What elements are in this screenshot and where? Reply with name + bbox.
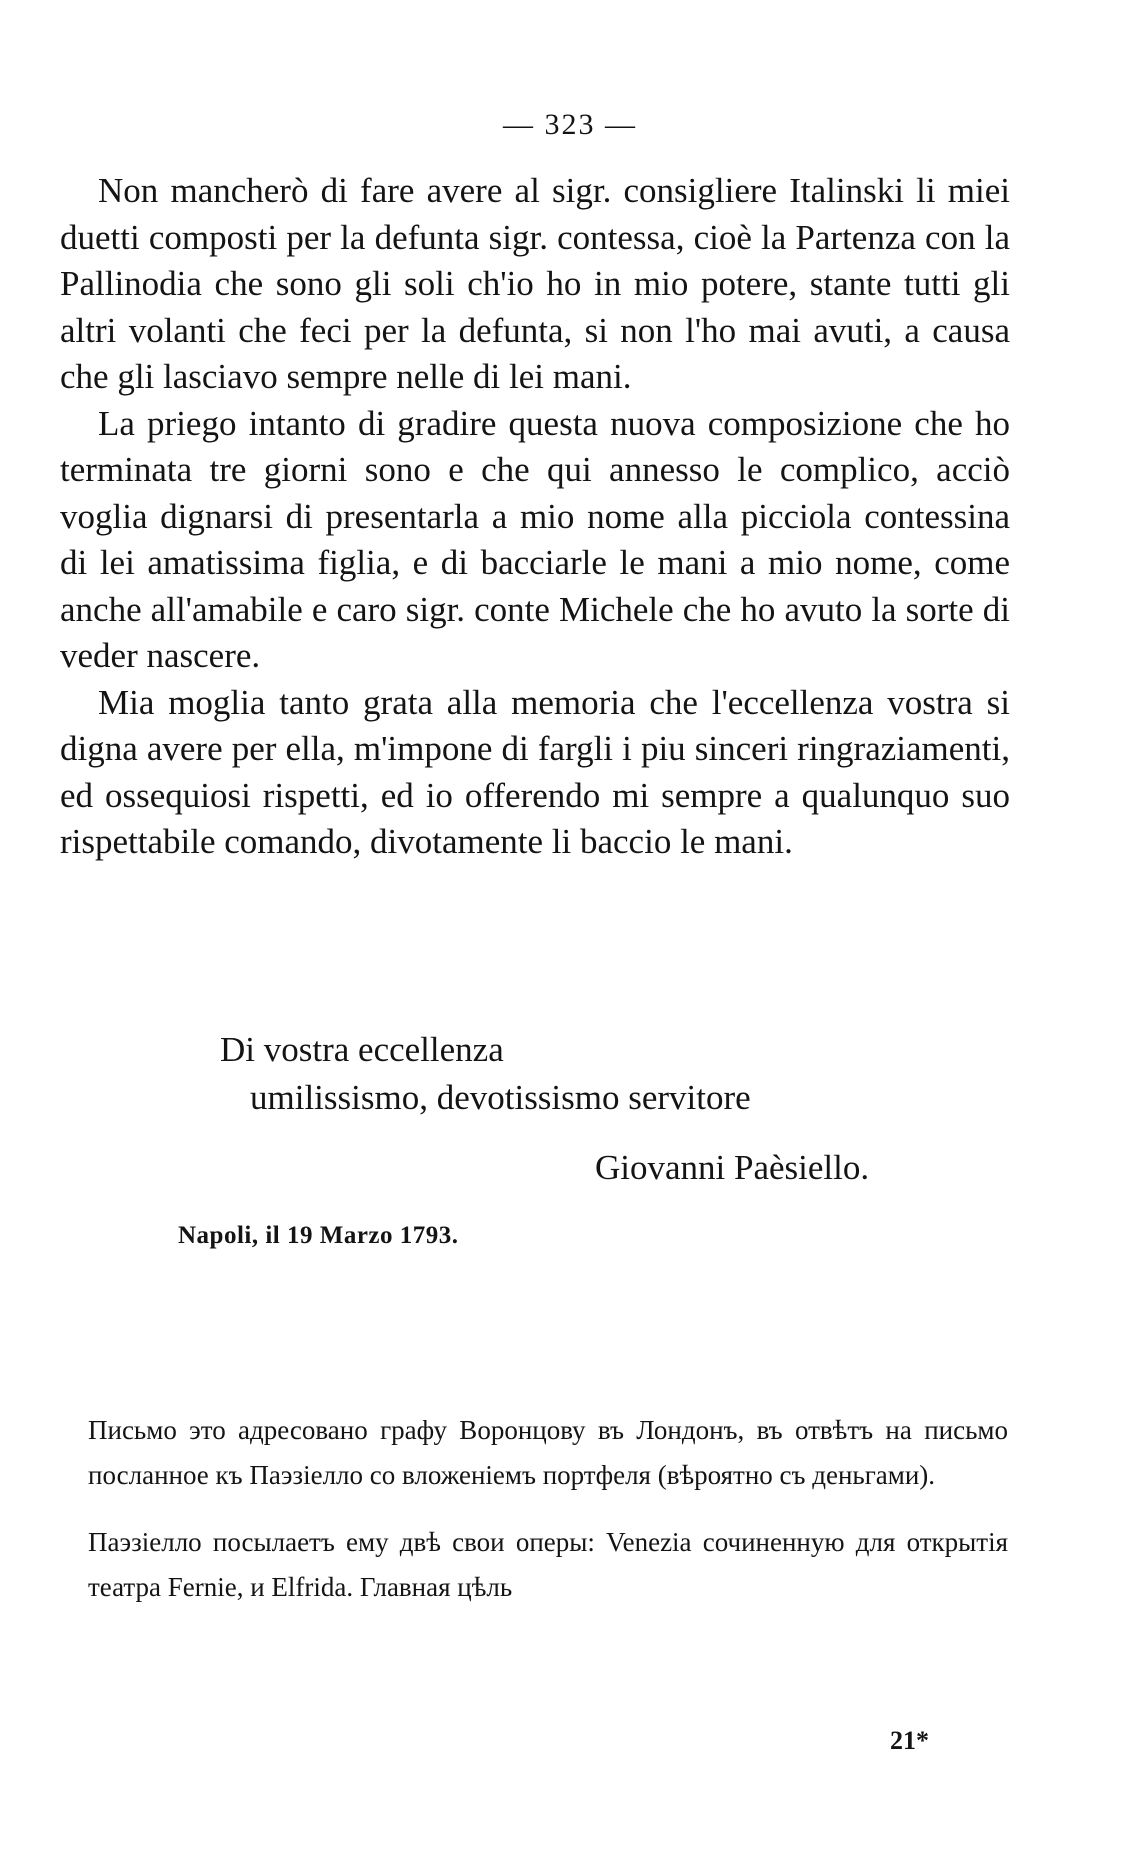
commentary-paragraph-2: Паэзіелло посылаетъ ему двѣ свои оперы: Venezia сочиненную для открытія театра Fernie, и Elfrida. Главная цѣль: [88, 1527, 1008, 1602]
editor-commentary: [88, 1408, 1008, 1632]
letter-body: [60, 168, 1010, 866]
letter-paragraph-2: La priego intanto di gradire questa nuova composizione che ho terminata tre giorni sono e che qui annesso le complico, acciò voglia dignarsi di presentarla a mio nome alla picciola contessina di lei amatissima figlia, e di bacciarle le mani a mio nome, come anche all'amabile e caro sigr. conte Michele che ho avuto la sorte di veder nascere.: [60, 403, 1010, 675]
place-and-date: Napoli, il 19 Marzo 1793.: [178, 1222, 459, 1249]
closing-servant-line: umilissismo, devotissismo servitore: [250, 1078, 751, 1117]
commentary-paragraph-1: Письмо это адресовано графу Воронцову въ Лондонъ, въ отвѣтъ на письмо посланное къ Паэзіелло со вложеніемъ портфеля (вѣроятно съ деньгами).: [88, 1415, 1008, 1490]
closing-salutation: Di vostra eccellenza: [220, 1030, 504, 1069]
letter-paragraph-3: Mia moglia tanto grata alla memoria che l'eccellenza vostra si digna avere per ella, m'impone di fargli i piu sinceri ringraziamenti, ed ossequiosi rispetti, ed io offerendo mi sempre a qualunquo suo rispettabile comando, divotamente li baccio le mani.: [60, 682, 1010, 861]
sheet-signature-mark: 21*: [890, 1726, 929, 1755]
page-number: — 323 —: [503, 108, 637, 141]
letter-paragraph-1: Non mancherò di fare avere al sigr. consigliere Italinski li miei duetti composti per la defunta sigr. contessa, cioè la Partenza con la Pallinodia che sono gli soli ch'io ho in mio potere, stante tutti gli altri volanti che feci per la defunta, si non l'ho mai avuti, a causa che gli lasciavo sempre nelle di lei mani.: [60, 171, 1010, 396]
signature: Giovanni Paèsiello.: [595, 1148, 870, 1187]
